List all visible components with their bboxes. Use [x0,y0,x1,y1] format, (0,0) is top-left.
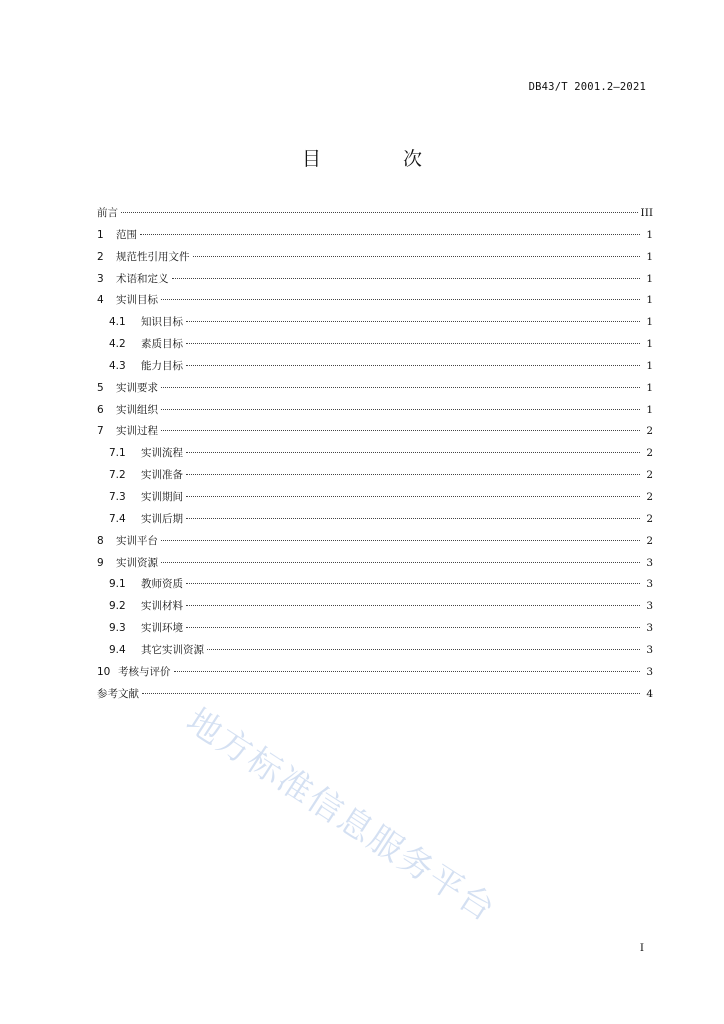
toc-title: 目 次 [301,148,461,170]
toc-entry-page: 1 [646,228,653,241]
toc-entry-label: 考核与评价 [118,665,171,678]
toc-entry-label: 教师资质 [141,578,183,591]
toc-dot-leader [172,277,641,279]
toc-entry-number: 9.1 [109,578,126,591]
toc-entry-page: 1 [646,338,653,351]
toc-entry-label: 实训环境 [141,622,183,635]
toc-entry-page: 3 [646,578,653,591]
toc-entry-number: 4 [97,294,104,307]
toc-entry-page: 2 [646,425,653,438]
toc-entry-label: 实训后期 [141,512,183,525]
toc-entry-number: 6 [97,403,104,416]
toc-entry-label: 实训流程 [141,447,183,460]
toc-entry-page: 1 [646,316,653,329]
toc-entry-page: 3 [646,665,653,678]
toc-entry-label: 范围 [116,228,137,241]
toc-entry-page: 2 [646,469,653,482]
toc-entry-label: 前言 [97,207,118,219]
toc-entry[interactable] [97,356,653,378]
toc-entry-page: 1 [646,403,653,416]
toc-dot-leader [142,692,640,694]
toc-entry-label: 能力目标 [141,359,183,372]
toc-dot-leader [186,473,640,475]
toc-entry[interactable] [97,269,653,291]
toc-dot-leader [161,429,640,431]
toc-entry[interactable] [97,203,653,225]
toc-entry[interactable] [97,465,653,487]
table-of-contents [97,203,653,705]
document-code: DB43/T 2001.2—2021 [528,81,646,93]
toc-entry-number: 1 [97,228,104,241]
toc-entry-label: 知识目标 [141,316,183,329]
toc-entry-number: 7.4 [109,512,126,525]
toc-entry-label: 实训材料 [141,600,183,613]
toc-entry[interactable] [97,509,653,531]
toc-dot-leader [186,364,640,366]
toc-entry-page: III [640,207,653,219]
toc-dot-leader [207,648,640,650]
toc-entry-number: 9.2 [109,600,126,613]
toc-entry-label: 实训平台 [116,534,158,547]
toc-dot-leader [186,582,640,584]
toc-dot-leader [161,539,640,541]
toc-entry-number: 4.3 [109,359,126,372]
toc-entry-number: 5 [97,381,104,394]
toc-dot-leader [186,451,640,453]
toc-dot-leader [174,670,641,672]
toc-entry[interactable] [97,618,653,640]
toc-entry-label: 术语和定义 [116,272,169,285]
watermark: 地方标准信息服务平台 [179,700,503,931]
toc-dot-leader [186,342,640,344]
toc-entry-number: 4.1 [109,316,126,329]
toc-entry-page: 3 [646,556,653,569]
toc-entry-label: 实训要求 [116,381,158,394]
toc-entry[interactable] [97,400,653,422]
toc-entry-label: 实训资源 [116,556,158,569]
toc-entry[interactable] [97,225,653,247]
toc-entry-label: 实训目标 [116,294,158,307]
toc-entry-page: 1 [646,272,653,285]
toc-entry-page: 4 [646,687,653,700]
toc-entry-page: 2 [646,490,653,503]
toc-entry-number: 2 [97,250,104,263]
toc-entry[interactable] [97,531,653,553]
toc-entry[interactable] [97,574,653,596]
toc-entry-number: 9.4 [109,643,126,656]
toc-entry-page: 1 [646,294,653,307]
toc-dot-leader [161,386,640,388]
toc-dot-leader [186,626,640,628]
toc-entry[interactable] [97,553,653,575]
toc-entry-label: 实训过程 [116,425,158,438]
toc-dot-leader [140,233,640,235]
toc-entry[interactable] [97,290,653,312]
toc-entry-label: 其它实训资源 [141,643,204,656]
toc-entry-number: 3 [97,272,104,285]
toc-entry[interactable] [97,334,653,356]
toc-dot-leader [161,561,640,563]
toc-entry-label: 实训准备 [141,469,183,482]
toc-entry-label: 素质目标 [141,338,183,351]
page-number: I [639,942,644,954]
toc-dot-leader [186,517,640,519]
toc-entry-number: 7.2 [109,469,126,482]
toc-entry[interactable] [97,247,653,269]
toc-entry-label: 实训期间 [141,490,183,503]
toc-entry-page: 1 [646,381,653,394]
toc-entry-number: 7 [97,425,104,438]
toc-entry[interactable] [97,640,653,662]
toc-entry-label: 参考文献 [97,687,139,700]
toc-entry-number: 4.2 [109,338,126,351]
toc-dot-leader [161,408,640,410]
toc-entry-page: 3 [646,600,653,613]
toc-dot-leader [186,495,640,497]
toc-dot-leader [186,320,640,322]
toc-dot-leader [186,604,640,606]
toc-entry-page: 2 [646,447,653,460]
toc-entry-page: 3 [646,622,653,635]
toc-entry-number: 7.3 [109,490,126,503]
toc-entry-label: 规范性引用文件 [116,250,190,263]
toc-entry-number: 9 [97,556,104,569]
toc-entry-page: 1 [646,359,653,372]
toc-entry-page: 3 [646,643,653,656]
toc-entry[interactable] [97,443,653,465]
toc-entry-page: 2 [646,534,653,547]
toc-entry[interactable] [97,487,653,509]
toc-entry[interactable] [97,421,653,443]
toc-entry[interactable] [97,378,653,400]
toc-entry[interactable] [97,312,653,334]
toc-dot-leader [193,255,641,257]
toc-entry-page: 1 [646,250,653,263]
toc-dot-leader [161,298,640,300]
toc-entry-number: 7.1 [109,447,126,460]
toc-entry-number: 10 [97,665,111,678]
toc-entry-number: 8 [97,534,104,547]
toc-entry-page: 2 [646,512,653,525]
toc-entry-label: 实训组织 [116,403,158,416]
toc-entry-number: 9.3 [109,622,126,635]
toc-entry[interactable] [97,596,653,618]
toc-dot-leader [121,211,638,213]
toc-entry[interactable] [97,684,653,706]
toc-entry[interactable] [97,662,653,684]
